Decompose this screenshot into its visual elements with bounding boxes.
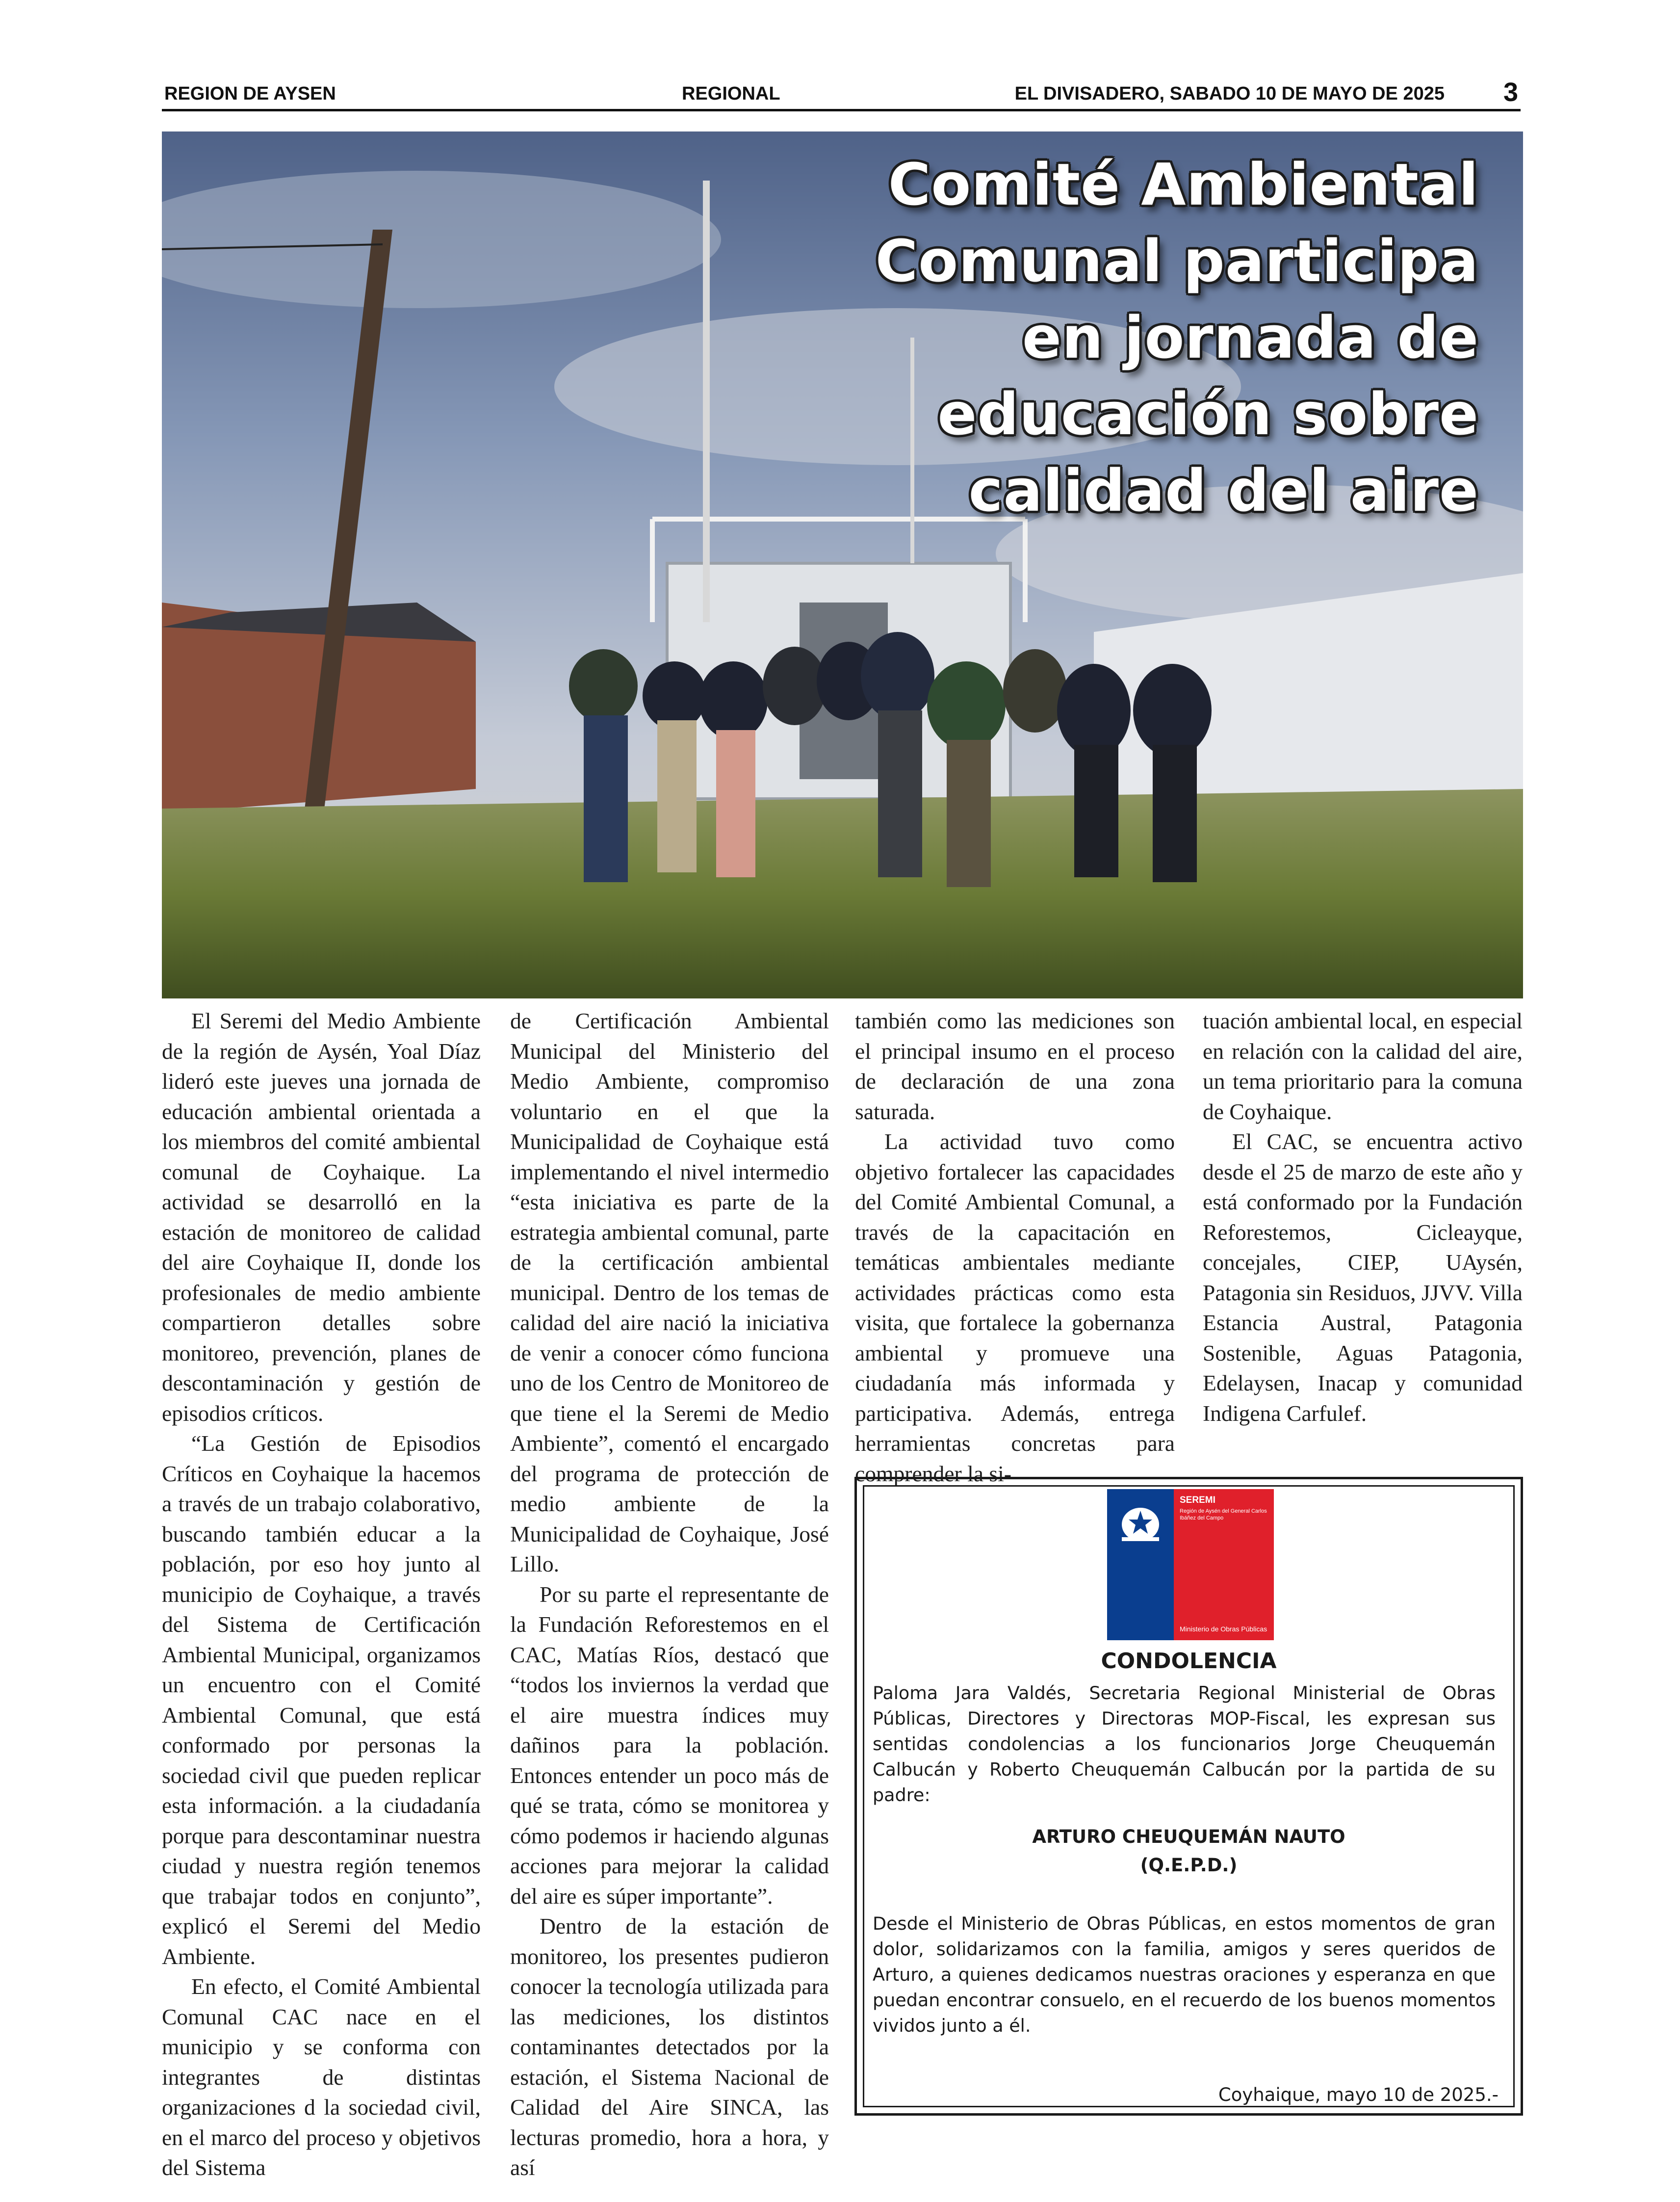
headline-line: Comité Ambiental bbox=[888, 151, 1479, 218]
deceased-name: ARTURO CHEUQUEMÁN NAUTO bbox=[1032, 1826, 1345, 1847]
seremi-mop-logo bbox=[1107, 1489, 1274, 1640]
paragraph: tuación ambiental local, en especial en relación con la calidad del aire, un tema prioritario para la comuna de Coyhaique. bbox=[1203, 1008, 1523, 1124]
headline-line: en jornada de bbox=[1022, 304, 1479, 371]
paragraph: El Seremi del Medio Ambiente de la región de Aysén, Yoal Díaz lideró este jueves una jornada de educación ambiental orientada a los miembros del comité ambiental comunal de Coyhaique. La actividad se desarrolló en la estación de monitoreo de calidad del aire Coyhaique II, donde los profesionales de medio ambiente compartieron detalles sobre monitoreo, prevención, planes de descontaminación y gestión de episodios críticos. bbox=[162, 1008, 481, 1426]
logo-ministry-text: Ministerio de Obras Públicas bbox=[1180, 1625, 1267, 1633]
paragraph: En efecto, el Comité Ambiental Comunal CAC nace en el municipio y se conforma con integrantes de distintas organizaciones d la sociedad civil, en el marco del proceso y objetivos del Sistema bbox=[162, 1974, 481, 2180]
condolence-place-date: Coyhaique, mayo 10 de 2025.- bbox=[1218, 2084, 1499, 2105]
page-number: 3 bbox=[1503, 78, 1518, 107]
logo-seremi-text: SEREMI bbox=[1180, 1495, 1215, 1505]
paragraph: de Certificación Ambiental Municipal del Ministerio del Medio Ambiente, compromiso voluntario en el que la Municipalidad de Coyhaique está implementando el nivel intermedio “esta iniciativa es parte de la estrategia ambiental comunal, parte de la certificación ambiental municipal. Dentro de los temas de calidad del aire nació la iniciativa de venir a conocer cómo funciona uno de los Centro de Monitoreo de que tiene el la Seremi de Medio Ambiente”, comentó el encargado del programa de protección de medio ambiente de la Municipalidad de Coyhaique, José Lillo. bbox=[510, 1008, 829, 1576]
paragraph: El CAC, se encuentra activo desde el 25 de marzo de este año y está conformado por la Fundación Reforestemos, Cicleayque, concejales, CIEP, UAysén, Patagonia sin Residuos, JJVV. Villa Estancia Austral, Patagonia Sostenible, Aguas Patagonia, Edelaysen, Inacap y comunidad Indigena Carfulef. bbox=[1203, 1129, 1523, 1426]
logo-region-text: Región de Aysén del General Carlos Ibáñez del Campo bbox=[1180, 1508, 1267, 1521]
header-paper-date: EL DIVISADERO, SABADO 10 DE MAYO DE 2025 bbox=[1014, 83, 1445, 104]
article-column-2 bbox=[510, 1006, 829, 2183]
condolence-deceased bbox=[857, 1823, 1521, 1880]
coat-of-arms-icon bbox=[1107, 1489, 1174, 1556]
paragraph: Por su parte el representante de la Fundación Reforestemos en el CAC, Matías Ríos, destacó que “todos los inviernos la verdad que el aire muestra índices muy dañinos para la población. Entonces entender un poco más de qué se trata, cómo se monitorea y cómo podemos ir haciendo algunas acciones para mejorar la calidad del aire es súper importante”. bbox=[510, 1581, 829, 1909]
article-photo bbox=[162, 131, 1523, 998]
condolence-title: CONDOLENCIA bbox=[1101, 1649, 1277, 1674]
condolence-notice bbox=[854, 1477, 1523, 2116]
article-column-3 bbox=[855, 1006, 1175, 1489]
paragraph: también como las mediciones son el principal insumo en el proceso de declaración de una zona saturada. bbox=[855, 1008, 1175, 1124]
rip-label: (Q.E.P.D.) bbox=[1140, 1855, 1238, 1876]
condolence-body: Paloma Jara Valdés, Secretaria Regional Ministerial de Obras Públicas, Directores y Directoras MOP-Fiscal, les expresan sus sentidas condolencias a los funcionarios Jorge Cheuquemán Calbucán y Roberto Cheuquemán Calbucán por la partida de su padre: bbox=[873, 1682, 1496, 1806]
paragraph: Dentro de la estación de monitoreo, los presentes pudieron conocer la tecnología utilizada para las mediciones, los distintos contaminantes detectados por la estación, el Sistema Nacional de Calidad del Aire SINCA, las lecturas promedio, hora a hora, y así bbox=[510, 1914, 829, 2180]
logo-red-panel bbox=[1174, 1489, 1274, 1640]
grass bbox=[162, 789, 1523, 998]
article-headline bbox=[792, 146, 1479, 529]
headline-line: educación sobre bbox=[937, 380, 1479, 448]
header-region: REGION DE AYSEN bbox=[164, 83, 336, 104]
paragraph: La actividad tuvo como objetivo fortalecer las capacidades del Comité Ambiental Comunal, a través de la capacitación en temáticas ambientales mediante actividades prácticas como esta visita, que fortalece la gobernanza ambiental y promueve una ciudadanía más informada y participativa. Además, entrega herramientas concretas para comprender la si- bbox=[855, 1129, 1175, 1486]
article-column-1 bbox=[162, 1006, 481, 2183]
paragraph: “La Gestión de Episodios Críticos en Coyhaique la hacemos a través de un trabajo colaborativo, buscando también educar a la población, por eso hoy junto al municipio de Coyhaique, a través del Sistema de Certificación Ambiental Municipal, organizamos un encuentro con el Comité Ambiental Comunal, que está conformado por personas la sociedad civil que pueden replicar esta información. a la ciudadanía porque para descontaminar nuestra ciudad y nuestra región tenemos que trabajar todos en conjunto”, explicó el Seremi del Medio Ambiente. bbox=[162, 1431, 481, 1969]
header-section: REGIONAL bbox=[682, 83, 780, 104]
condolence-message: Desde el Ministerio de Obras Públicas, en estos momentos de gran dolor, solidarizamos con la familia, amigos y seres queridos de Arturo, a quienes dedicamos nuestras oraciones y esperanza en que puedan encontrar consuelo, en el recuerdo de los buenos momentos vividos junto a él. bbox=[873, 1913, 1496, 2036]
header-rule bbox=[162, 109, 1521, 111]
headline-line: Comunal participa bbox=[875, 227, 1479, 295]
article-column-4 bbox=[1203, 1006, 1523, 1428]
logo-blue-panel bbox=[1107, 1489, 1174, 1640]
headline-line: calidad del aire bbox=[968, 457, 1479, 524]
